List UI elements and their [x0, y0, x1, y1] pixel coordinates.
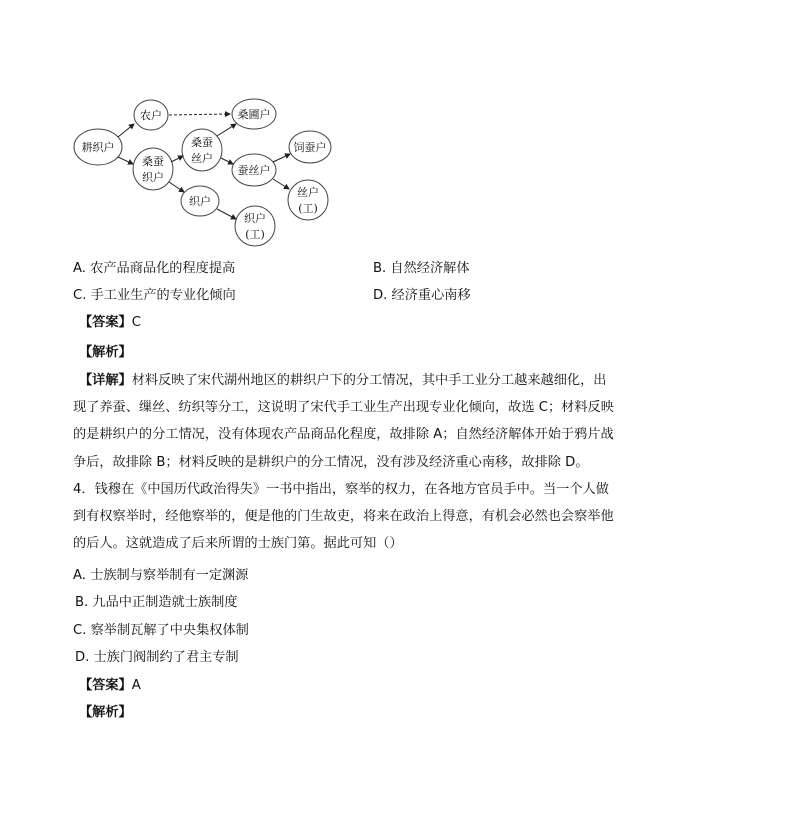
q3-detail-line-3: 的是耕织户的分工情况，没有体现农产品商品化程度，故排除 A；自然经济解体开始于鸦片战: [73, 427, 614, 443]
arrow-gengzhi-nonghu: [118, 124, 134, 137]
label-sangcan-zhihu-1: 桑蚕: [142, 155, 164, 168]
q4-answer-label: 【答案】: [79, 678, 132, 693]
label-sangcan-zhihu-2: 织户: [142, 171, 164, 184]
q3-option-c: C. 手工业生产的专业化倾向: [73, 288, 236, 303]
q3-analysis-label: 【解析】: [79, 345, 132, 360]
q3-detail-line-4: 争后，故排除 B；材料反映的是耕织户的分工情况，没有涉及经济重心南移，故排除 D。: [73, 454, 589, 470]
label-zhihu: 织户: [189, 195, 211, 208]
q3-option-a: A. 农产品商品化的程度提高: [73, 261, 236, 276]
q3-detail-line-1: [73, 367, 723, 394]
label-sangcan-sihu-2: 丝户: [191, 152, 213, 165]
arrow-gengzhi-sangcan: [118, 157, 133, 164]
q3-detail: [73, 367, 723, 476]
q3-detail-text-1: 材料反映了宋代湖州地区的耕织户下的分工情况，其中手工业分工越来越细化，出: [131, 373, 607, 388]
q4-stem-text-1: 钱穆在《中国历代政治得失》一书中指出，察举的权力，在各地方官员手中。当一个人做: [94, 482, 609, 497]
q3-option-d: D. 经济重心南移: [373, 288, 471, 303]
arrow-cansi-sihu: [273, 179, 289, 189]
q4-stem-line-1: [73, 476, 723, 503]
label-sihu-1: 丝户: [297, 186, 319, 199]
label-nonghu: 农户: [140, 109, 162, 122]
q4-option-b: B. 九品中正制造就士族制度: [75, 595, 238, 610]
label-wucan: 饲蚕户: [293, 141, 327, 154]
q3-answer-label: 【答案】: [79, 315, 132, 330]
q4-stem-line-3: 的后人。这就造成了后来所谓的士族门第。据此可知（）: [73, 536, 403, 552]
q3-detail-line-2: 现了养蚕、缫丝、纺织等分工，这说明了宋代手工业生产出现专业化倾向，故选 C；材料反映: [73, 400, 614, 416]
arrow-sangcansi-sangyuan: [217, 124, 236, 136]
q4-option-d: D. 士族门阀制约了君主专制: [75, 650, 239, 665]
arrow-sangcan-zhihu: [169, 182, 184, 192]
q3-answer: [79, 313, 141, 333]
q4-answer-value: A: [131, 678, 141, 693]
q4-option-c: C. 察举制瓦解了中央集权体制: [73, 623, 249, 638]
arrow-zhihu-zhihugong: [217, 209, 236, 219]
label-sangyuan: 桑圃户: [237, 108, 271, 121]
label-zhihu-gong-2: (工): [245, 228, 265, 241]
arrow-nonghu-sangyuan: [169, 114, 230, 115]
q3-detail-label: 【详解】: [79, 373, 132, 388]
q4-stem-line-2: 到有权察举时，经他察举的，便是他的门生故吏，将来在政治上得意，有机会必然也会察举他: [73, 509, 614, 525]
q3-answer-value: C: [131, 315, 141, 330]
label-sangcan-sihu-1: 桑蚕: [191, 136, 213, 149]
q4-number: 4．: [73, 482, 95, 497]
label-zhihu-gong-1: 织户: [244, 212, 266, 225]
q4-option-a: A. 士族制与察举制有一定渊源: [73, 568, 249, 583]
q3-option-b: B. 自然经济解体: [373, 261, 470, 276]
arrow-sangcansi-cansi: [221, 158, 233, 164]
label-cansi: 蚕丝户: [237, 164, 271, 177]
q4-answer: [79, 676, 141, 696]
label-gengzhi: 耕织户: [81, 141, 115, 154]
q4-analysis-label: 【解析】: [79, 705, 132, 720]
arrow-sangcan-sangcansi: [171, 156, 183, 162]
arrow-cansi-wucan: [273, 154, 290, 162]
division-of-labor-diagram: [72, 92, 340, 252]
label-sihu-2: (工): [298, 202, 318, 215]
q4-stem: [73, 476, 723, 558]
diagram-svg: [72, 92, 340, 252]
